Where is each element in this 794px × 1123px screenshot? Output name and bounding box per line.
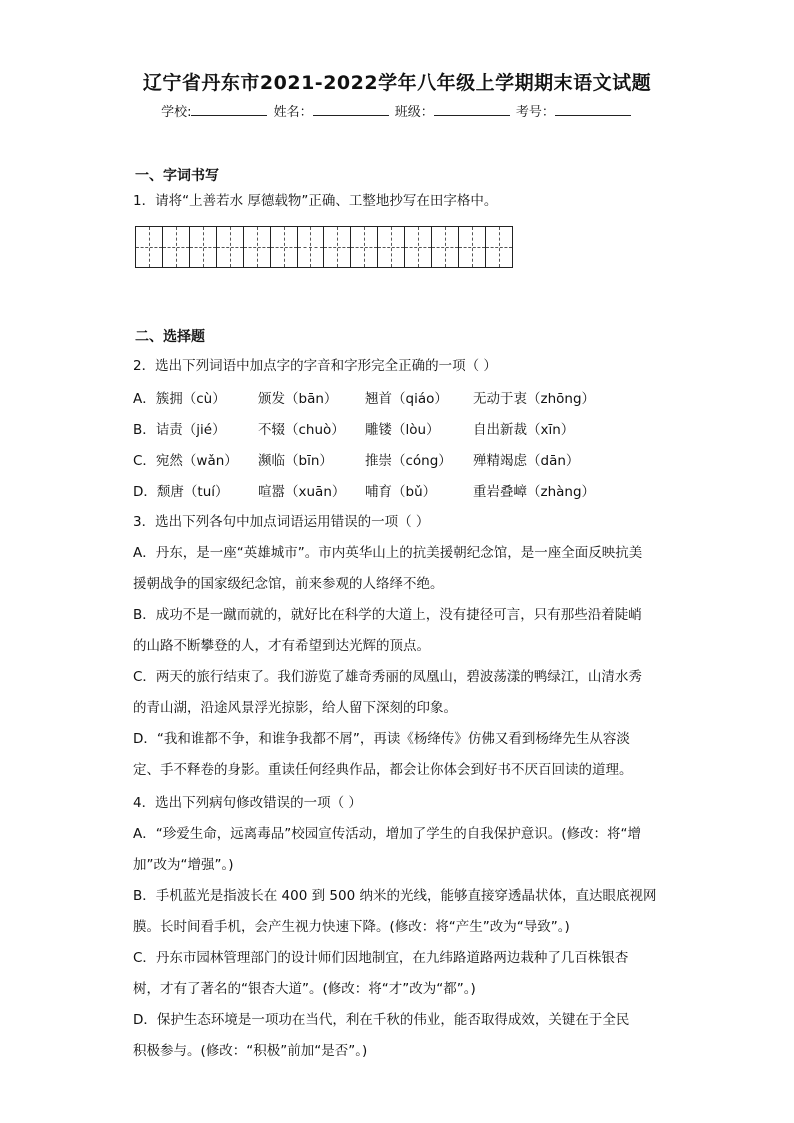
option-text-line: A．丹东，是一座“英雄城市”。市内英华山上的抗美援朝纪念馆，是一座全面反映抗美: [133, 545, 643, 561]
grid-cell[interactable]: [378, 227, 405, 267]
name-blank[interactable]: [313, 103, 389, 116]
number-blank[interactable]: [555, 103, 631, 116]
grid-cell[interactable]: [163, 227, 190, 267]
option-word: 无动于衷（zhōng）: [473, 391, 596, 407]
option-text-line: 膜。长时间看手机，会产生视力快速下降。(修改：将“产生”改为“导致”。): [133, 919, 570, 935]
option-word: 推崇（cóng）: [365, 453, 452, 469]
student-info-line: [0, 101, 794, 120]
page-title: 辽宁省丹东市2021-2022学年八年级上学期期末语文试题: [142, 72, 652, 94]
number-label: 考号：: [515, 105, 555, 120]
tianzige-grid[interactable]: [135, 226, 513, 268]
option-text-line: D．保护生态环境是一项功在当代，利在千秋的伟业，能否取得成效，关键在于全民: [133, 1012, 630, 1028]
grid-cell[interactable]: [459, 227, 486, 267]
option-word: A．簇拥（cù）: [133, 391, 226, 407]
grid-cell[interactable]: [136, 227, 163, 267]
grid-cell[interactable]: [432, 227, 459, 267]
class-blank[interactable]: [434, 103, 510, 116]
option-word: 濒临（bīn）: [258, 453, 333, 469]
grid-cell[interactable]: [271, 227, 298, 267]
section-heading-1: 一、字词书写: [135, 168, 219, 184]
school-label: 学校:: [161, 105, 192, 120]
option-word: D．颓唐（tuí）: [133, 484, 229, 500]
class-label: 班级：: [394, 105, 434, 120]
option-text-line: 积极参与。(修改：“积极”前加“是否”。): [133, 1043, 368, 1059]
question-3-stem: 3．选出下列各句中加点词语运用错误的一项（ ）: [133, 514, 430, 530]
option-text-line: A．“珍爱生命，远离毒品”校园宣传活动，增加了学生的自我保护意识。(修改：将“增: [133, 826, 641, 842]
grid-cell[interactable]: [298, 227, 325, 267]
grid-cell[interactable]: [217, 227, 244, 267]
option-text-line: D．“我和谁都不争，和谁争我都不屑”，再读《杨绛传》仿佛又看到杨绛先生从容淡: [133, 731, 630, 747]
option-word: 颁发（bān）: [258, 391, 338, 407]
option-text-line: 的青山湖，沿途风景浮光掠影，给人留下深刻的印象。: [133, 700, 457, 716]
option-text-line: B．手机蓝光是指波长在 400 到 500 纳米的光线，能够直接穿透晶状体，直达眼底视网: [133, 888, 657, 904]
school-blank[interactable]: [191, 103, 267, 116]
option-word: C．宛然（wǎn）: [133, 453, 238, 469]
option-word: 雕镂（lòu）: [365, 422, 440, 438]
question-2-stem: 2．选出下列词语中加点字的字音和字形完全正确的一项（ ）: [133, 358, 497, 374]
option-word: 不辍（chuò）: [258, 422, 345, 438]
grid-cell[interactable]: [244, 227, 271, 267]
option-word: 哺育（bǔ）: [365, 484, 437, 500]
option-text-line: 定、手不释卷的身影。重读任何经典作品，都会让你体会到好书不厌百回读的道理。: [133, 762, 633, 778]
option-text-line: 加”改为“增强”。): [133, 857, 234, 873]
option-word: 殚精竭虑（dān）: [473, 453, 580, 469]
question-4-stem: 4．选出下列病句修改错误的一项（ ）: [133, 795, 362, 811]
option-text-line: C．丹东市园林管理部门的设计师们因地制宜，在九纬路道路两边栽种了几百株银杏: [133, 950, 629, 966]
option-text-line: B．成功不是一蹴而就的，就好比在科学的大道上，没有捷径可言，只有那些沿着陡峭: [133, 607, 642, 623]
option-word: 翘首（qiáo）: [365, 391, 448, 407]
option-text-line: 的山路不断攀登的人，才有希望到达光辉的顶点。: [133, 638, 430, 654]
option-word: B．诘责（jié）: [133, 422, 226, 438]
grid-cell[interactable]: [324, 227, 351, 267]
option-text-line: 援朝战争的国家级纪念馆，前来参观的人络绎不绝。: [133, 576, 444, 592]
option-word: 重岩叠嶂（zhàng）: [473, 484, 596, 500]
grid-cell[interactable]: [486, 227, 512, 267]
section-heading-2: 二、选择题: [135, 329, 205, 345]
option-text-line: 树，才有了著名的“银杏大道”。(修改：将“才”改为“都”。): [133, 981, 476, 997]
grid-cell[interactable]: [351, 227, 378, 267]
question-1: 1．请将“上善若水 厚德载物”正确、工整地抄写在田字格中。: [133, 193, 498, 209]
grid-cell[interactable]: [405, 227, 432, 267]
option-word: 喧嚣（xuān）: [258, 484, 346, 500]
grid-cell[interactable]: [190, 227, 217, 267]
option-word: 自出新裁（xīn）: [473, 422, 575, 438]
option-text-line: C．两天的旅行结束了。我们游览了雄奇秀丽的凤凰山，碧波荡漾的鸭绿江，山清水秀: [133, 669, 642, 685]
name-label: 姓名：: [273, 105, 313, 120]
